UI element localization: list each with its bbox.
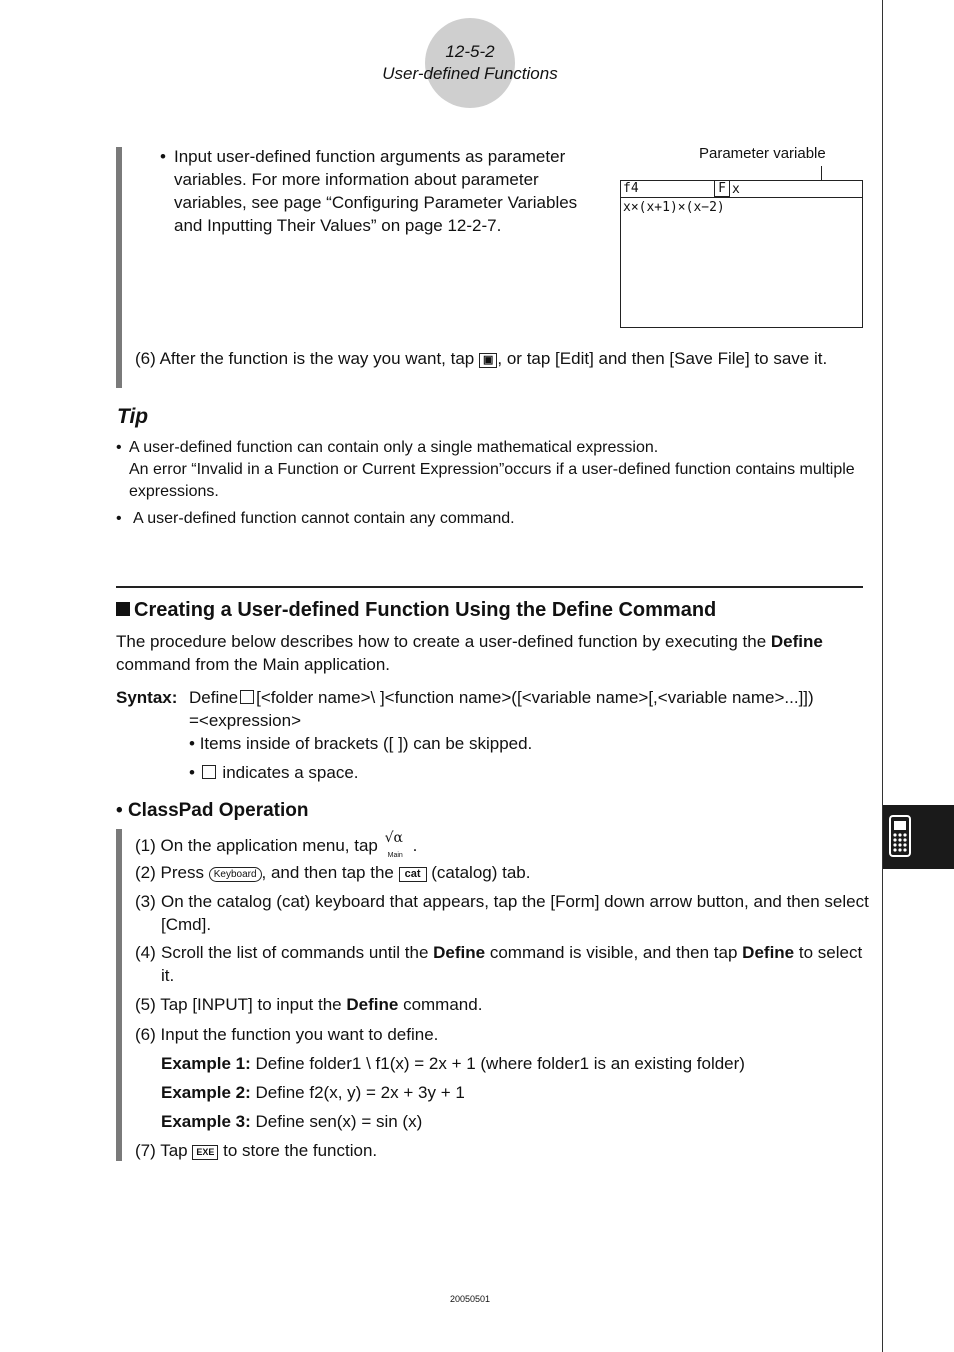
bullet: • bbox=[160, 147, 166, 166]
example-text: Define folder1 \ f1(x) = 2x + 1 (where folder1 is an existing folder) bbox=[255, 1054, 745, 1073]
example-label: Example 3: bbox=[161, 1112, 251, 1131]
tip-item-1-detail: An error “Invalid in a Function or Current Expression”occurs if a user-defined function contains multiple expressions. bbox=[129, 461, 855, 500]
expression-field: x×(x+1)×(x−2) bbox=[623, 200, 725, 215]
step-text: command is visible, and then tap bbox=[489, 943, 738, 962]
step-text: On the application menu, tap bbox=[160, 836, 378, 855]
op-step-4 bbox=[161, 941, 871, 987]
editor-header-row bbox=[621, 181, 862, 198]
example-label: Example 1: bbox=[161, 1054, 251, 1073]
step-text: Press bbox=[160, 863, 204, 882]
exe-key-icon: EXE bbox=[192, 1145, 218, 1160]
heading-square-icon bbox=[116, 602, 130, 616]
calculator-icon bbox=[883, 805, 954, 869]
intro-post: command from the Main application. bbox=[116, 655, 391, 674]
section-divider bbox=[116, 586, 863, 588]
param-field: x bbox=[732, 182, 740, 197]
step-bold: Define bbox=[433, 943, 486, 962]
step-bold: Define bbox=[742, 943, 795, 962]
step-number: (3) bbox=[135, 892, 156, 911]
page-title: User-defined Functions bbox=[382, 64, 558, 83]
step-text-pre: After the function is the way you want, tap bbox=[159, 349, 475, 368]
step-number: (1) bbox=[135, 836, 156, 855]
step-number: (6) bbox=[135, 1025, 156, 1044]
step-text: Scroll the list of commands until the bbox=[161, 943, 429, 962]
space-symbol-icon bbox=[202, 765, 216, 779]
syntax-note-1-text: Items inside of brackets ([ ]) can be skipped. bbox=[199, 734, 533, 753]
step-number: (6) bbox=[135, 349, 156, 368]
syntax-note-1: • Items inside of brackets ([ ]) can be skipped. bbox=[189, 734, 533, 753]
cat-tab-icon: cat bbox=[399, 867, 427, 882]
op-step-1: (1) On the application menu, tap √α Main . bbox=[135, 831, 417, 857]
op-step-3: On the catalog (cat) keyboard that appears, tap the [Form] down arrow button, and then select [Cmd]. bbox=[161, 892, 869, 934]
operation-heading: • ClassPad Operation bbox=[116, 800, 309, 821]
step-text: command. bbox=[403, 995, 483, 1014]
step-text: , and then tap the bbox=[261, 863, 394, 882]
step-text: (catalog) tab. bbox=[431, 863, 531, 882]
tip-item-2: A user-defined function cannot contain any command. bbox=[133, 510, 515, 527]
tip-bullet: • bbox=[116, 510, 122, 527]
param-note: Input user-defined function arguments as parameter variables. For more information about parameter variables, see page “Configuring Parameter Variables and Inputting Their Values” on page 12-2-7. bbox=[174, 147, 578, 235]
operation-title: ClassPad Operation bbox=[127, 800, 309, 821]
intro-bold: Define bbox=[770, 632, 823, 651]
step-sidebar-bar bbox=[116, 147, 122, 388]
keyboard-key-icon: Keyboard bbox=[209, 867, 262, 882]
syntax-args: [<folder name>\ ]<function name>([<variable name>[,<variable name>...]]) bbox=[256, 688, 814, 707]
main-icon-glyph: √α bbox=[384, 830, 403, 846]
step-text: to store the function. bbox=[223, 1141, 378, 1160]
save-icon: ▣ bbox=[479, 353, 497, 368]
op-step-2 bbox=[135, 861, 530, 884]
main-icon-label: Main bbox=[387, 852, 403, 859]
tip-label: Tip bbox=[117, 405, 149, 428]
op-step-6 bbox=[135, 1023, 438, 1046]
tip-bullet: • bbox=[116, 439, 122, 456]
step-text: to select it. bbox=[161, 943, 863, 985]
step-bold: Define bbox=[346, 995, 399, 1014]
section-intro bbox=[116, 630, 866, 676]
example-2 bbox=[161, 1081, 871, 1104]
page-edge-rule bbox=[882, 0, 883, 1352]
example-text: Define sen(x) = sin (x) bbox=[255, 1112, 423, 1131]
syntax-note-2: • indicates a space. bbox=[189, 763, 359, 782]
name-field: f4 bbox=[623, 181, 639, 196]
step-text: Tap bbox=[160, 1141, 188, 1160]
syntax-line-2: =<expression> bbox=[189, 711, 301, 730]
step-text: Tap [INPUT] to input the bbox=[160, 995, 342, 1014]
tip-item-1: A user-defined function can contain only a single mathematical expression. bbox=[129, 439, 659, 456]
header-badge bbox=[425, 18, 515, 108]
callout-label: Parameter variable bbox=[699, 145, 826, 162]
step-number: (2) bbox=[135, 863, 156, 882]
example-label: Example 2: bbox=[161, 1083, 251, 1102]
section-heading bbox=[116, 599, 876, 622]
op-step-7 bbox=[135, 1139, 377, 1162]
main-app-icon bbox=[383, 831, 413, 857]
page-number: 12-5-2 bbox=[445, 42, 495, 61]
example-3 bbox=[161, 1110, 871, 1133]
step-number: (7) bbox=[135, 1141, 156, 1160]
syntax-note-2-text: indicates a space. bbox=[222, 763, 359, 782]
save-step bbox=[135, 347, 865, 370]
intro-pre: The procedure below describes how to create a user-defined function by executing the bbox=[116, 632, 767, 651]
space-symbol-icon bbox=[240, 690, 254, 704]
type-field: F bbox=[714, 181, 730, 197]
step-number: (4) bbox=[135, 943, 156, 962]
syntax-line-1 bbox=[189, 686, 879, 709]
step-number: (5) bbox=[135, 995, 156, 1014]
example-1 bbox=[161, 1052, 871, 1075]
op-step-5 bbox=[135, 993, 482, 1016]
chapter-tab bbox=[883, 805, 954, 869]
step-text-post: , or tap [Edit] and then [Save File] to save it. bbox=[497, 349, 828, 368]
function-editor-screen bbox=[620, 180, 863, 328]
step-text: Input the function you want to define. bbox=[160, 1025, 439, 1044]
section-title: Creating a User-defined Function Using the Define Command bbox=[134, 599, 717, 621]
syntax-label: Syntax: bbox=[116, 688, 178, 707]
syntax-define: Define bbox=[189, 688, 239, 707]
footer-code: 20050501 bbox=[449, 1294, 491, 1304]
operation-sidebar-bar bbox=[116, 829, 122, 1161]
example-text: Define f2(x, y) = 2x + 3y + 1 bbox=[255, 1083, 465, 1102]
